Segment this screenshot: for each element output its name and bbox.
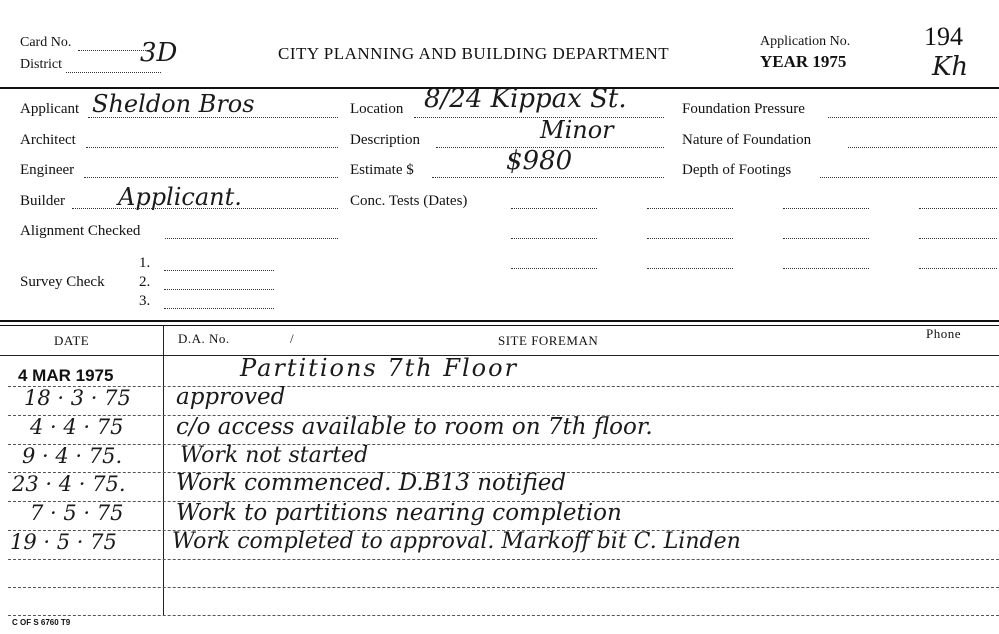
log-date: 4 MAR 1975 — [18, 366, 114, 385]
row-line — [8, 386, 999, 387]
conc-dots-3b — [647, 268, 733, 269]
foundation-pressure-dots — [828, 117, 997, 118]
conc-dots-2a — [511, 238, 597, 239]
date-header: DATE — [54, 333, 90, 348]
site-foreman-header: SITE FOREMAN — [498, 333, 599, 348]
survey-dots-2 — [164, 289, 274, 290]
nature-label: Nature of Foundation — [682, 132, 812, 148]
location-dots — [414, 117, 664, 118]
survey-dots-1 — [164, 270, 274, 271]
form-code: C OF S 6760 T9 — [12, 618, 71, 627]
application-number: 194 — [924, 22, 963, 51]
survey-dots-3 — [164, 308, 274, 309]
alignment-dots — [165, 238, 338, 239]
log-top-rule-2 — [0, 325, 999, 326]
conc-dots-3a — [511, 268, 597, 269]
foundation-pressure-label: Foundation Pressure — [682, 101, 805, 117]
estimate-label: Estimate $ — [350, 162, 414, 178]
phone-header: Phone — [926, 326, 961, 341]
initials: Kh — [932, 52, 969, 82]
applicant-value: Sheldon Bros — [92, 90, 255, 118]
builder-value: Applicant. — [118, 183, 242, 211]
conc-dots-2d — [919, 238, 997, 239]
engineer-label: Engineer — [20, 162, 75, 178]
engineer-dots — [84, 177, 338, 178]
da-header: D.A. No. — [178, 331, 230, 346]
survey-item-1: 1. — [139, 255, 151, 271]
builder-label: Builder — [20, 193, 65, 209]
log-note: Work commenced. D.B13 notified — [176, 470, 567, 496]
log-date: 19 · 5 · 75 — [10, 530, 117, 554]
conc-dots-2c — [783, 238, 869, 239]
log-date: 7 · 5 · 75 — [30, 501, 124, 525]
conc-dots-1d — [919, 208, 997, 209]
architect-dots — [86, 147, 338, 148]
estimate-dots — [432, 177, 664, 178]
survey-item-3: 3. — [139, 293, 151, 309]
row-line — [8, 444, 999, 445]
architect-label: Architect — [20, 132, 76, 148]
location-value: 8/24 Kippax St. — [424, 84, 627, 114]
log-date: 18 · 3 · 75 — [24, 386, 131, 410]
log-top-rule — [0, 320, 999, 322]
depth-label: Depth of Footings — [682, 162, 792, 178]
application-no-label: Application No. — [760, 34, 851, 49]
conc-dots-3c — [783, 268, 869, 269]
year-label: YEAR 1975 — [760, 52, 847, 71]
district-label: District — [20, 57, 62, 72]
date-column-divider — [163, 326, 164, 616]
district-dots — [66, 72, 161, 73]
conc-dots-1c — [783, 208, 869, 209]
conc-dots-1b — [647, 208, 733, 209]
log-note: Work to partitions nearing completion — [176, 500, 622, 526]
log-note: Partitions 7th Floor — [240, 354, 519, 382]
nature-dots — [848, 147, 997, 148]
log-note: c/o access available to room on 7th floor. — [176, 414, 653, 440]
row-line — [8, 559, 999, 560]
alignment-label: Alignment Checked — [20, 223, 141, 239]
survey-label: Survey Check — [20, 274, 105, 290]
row-line — [8, 587, 999, 588]
row-line — [8, 615, 999, 616]
description-value: Minor — [540, 116, 614, 144]
survey-item-2: 2. — [139, 274, 151, 290]
location-label: Location — [350, 101, 404, 117]
log-note: Work not started — [180, 443, 369, 468]
log-date: 23 · 4 · 75. — [12, 472, 126, 496]
log-note: Work completed to approval. Markoff bit C. Linden — [172, 529, 741, 554]
depth-dots — [820, 177, 997, 178]
estimate-value: $980 — [506, 146, 573, 176]
log-date: 4 · 4 · 75 — [30, 415, 124, 439]
conc-dots-3d — [919, 268, 997, 269]
description-label: Description — [350, 132, 420, 148]
conc-tests-label: Conc. Tests (Dates) — [350, 193, 468, 209]
log-date: 9 · 4 · 75. — [22, 444, 123, 468]
department-title: CITY PLANNING AND BUILDING DEPARTMENT — [278, 44, 670, 63]
card-no-label: Card No. — [20, 35, 72, 50]
conc-dots-2b — [647, 238, 733, 239]
log-note: approved — [176, 384, 286, 410]
applicant-label: Applicant — [20, 101, 80, 117]
da-value: / — [290, 331, 295, 346]
conc-dots-1a — [511, 208, 597, 209]
card-no-value: 3D — [140, 38, 178, 68]
